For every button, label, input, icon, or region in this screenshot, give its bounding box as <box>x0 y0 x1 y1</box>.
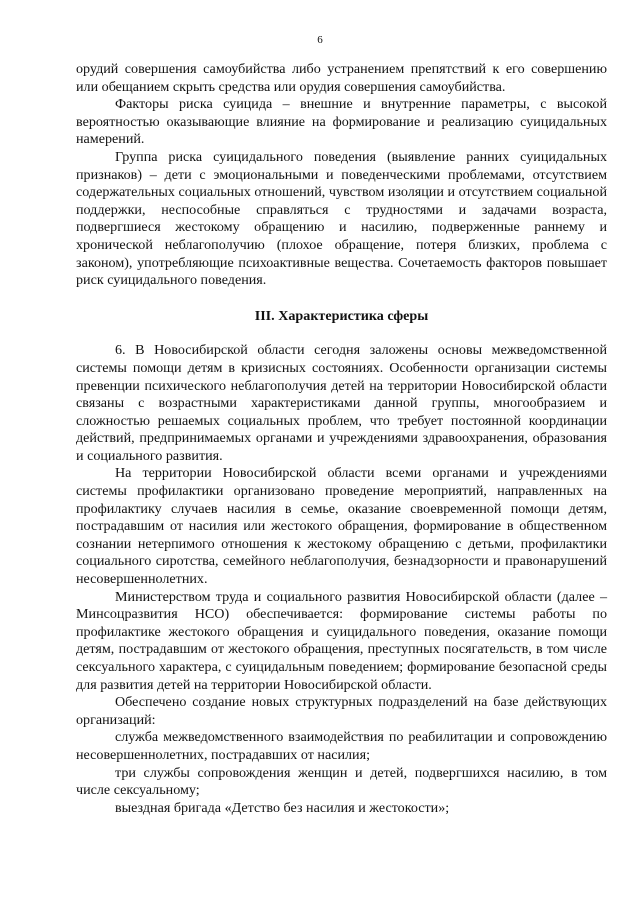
document-body <box>76 61 607 817</box>
paragraph-risk-factors: Факторы риска суицида – внешние и внутренние параметры, с высокой вероятностью оказывающие влияние на формирование и реализацию суицидальных намерений. <box>76 96 607 148</box>
list-item-mobile-team: выездная бригада «Детство без насилия и жестокости»; <box>115 799 450 816</box>
spacer <box>76 325 607 342</box>
paragraph-risk-group: Группа риска суицидального поведения (выявление ранних суицидальных признаков) – дети с эмоциональными и поведенческими проблемами, отсутствием содержательных социальных отношений, чувством изоляции и отсутствием социальной поддержки, неспособные справляться с трудностями и задачами возраста, подвергшиеся жестокому обращению и насилию, подверженные раннему и хронической неблагополучию (плохое обращение, потеря близких, проблема с законом), употребляющие психоактивные вещества. Сочетаемость факторов повышает риск суицидального поведения. <box>76 148 607 289</box>
spacer <box>76 290 607 308</box>
paragraph-continuation: орудий совершения самоубийства либо устранением препятствий к его совершению или обещанием скрыть средства или орудия совершения самоубийства. <box>76 61 607 95</box>
paragraph-new-units: Обеспечено создание новых структурных подразделений на базе действующих организаций: <box>76 694 607 728</box>
list-item-service-interaction: служба межведомственного взаимодействия по реабилитации и сопровождению несовершеннолетних, пострадавших от насилия; <box>76 729 607 763</box>
paragraph-ministry: Министерством труда и социального развития Новосибирской области (далее – Минсоцразвития НСО) обеспечивается: формирование системы работы по профилактике жестокого обращения и суицидального поведения, оказание помощи детям, пострадавшим от жестокого обращения, преступных посягательств, в том числе сексуального характера, с суицидальным поведением; формирование безопасной среды для развития детей на территории Новосибирской области. <box>76 588 607 693</box>
section-heading: III. Характеристика сферы <box>254 307 429 324</box>
page-number: 6 <box>317 34 323 46</box>
paragraph-prevention-activities: На территории Новосибирской области всеми органами и учреждениями системы профилактики организовано проведение мероприятий, направленных на профилактику случаев насилия в семье, оказание своевременной помощи детям, пострадавшим от насилия или жестокого обращения, формирование в общественном сознании нетерпимого отношения к жестокому обращению с детьми, профилактики социального сиротства, семейного неблагополучия, безнадзорности и правонарушений несовершеннолетних. <box>76 465 607 588</box>
paragraph-item-6: 6. В Новосибирской области сегодня заложены основы межведомственной системы помощи детям в кризисных состояниях. Особенности организации системы превенции психического неблагополучия детей на территории Новосибирской области связаны с возрастными характеристиками данной группы, многообразием и сложностью решаемых социальных проблем, что требует постоянной координации действий, предпринимаемых органами и учреждениями здравоохранения, образования и социального развития. <box>76 342 607 464</box>
list-item-support-services: три службы сопровождения женщин и детей, подвергшихся насилию, в том числе сексуальному; <box>76 764 607 799</box>
